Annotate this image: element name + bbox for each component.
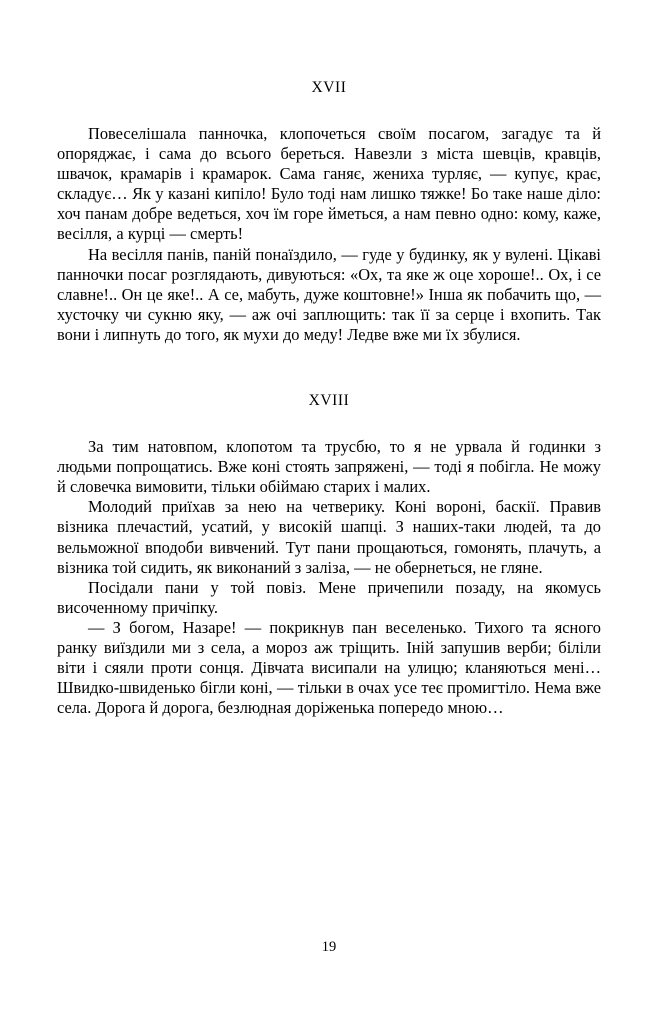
paragraph: — З богом, Назаре! — покрикнув пан веселенько. Тихого та ясного ранку виїздили ми з села, а мороз аж тріщить. Іній запушив верби; біліли віти і сяяли проти сонця. Дівчата висипали на улицю; кланяються мені… Швидко-швиденько бігли коні, — тільки в очах усе теє промигтіло. Нема вже села. Дорога й дорога, безлюдная доріженька попередо мною… — [57, 617, 601, 718]
page-number: 19 — [321, 939, 337, 955]
page-text-block — [57, 78, 601, 718]
chapter-body-xviii — [57, 437, 601, 718]
chapter-section-xviii — [57, 391, 601, 718]
chapter-heading-xvii: XVII — [311, 79, 347, 96]
paragraph: На весілля панів, паній понаїздило, — гуде у будинку, як у вулені. Цікаві панночки посаг розглядають, дивуються: «Ох, та яке ж оце хороше!.. Ох, і се славне!.. Он це яке!.. А се, мабуть, дуже коштовне!» Інша як побачить що, — хусточку чи сукню яку, — аж очі заплющить: так її за серце і вхопить. Так вони і липнуть до того, як мухи до меду! Ледве вже ми їх збулися. — [57, 244, 601, 344]
chapter-body-xvii — [57, 124, 601, 345]
paragraph: Молодий приїхав за нею на четверику. Коні вороні, баскії. Правив візника плечастий, усатий, у високій шапці. З наших-таки людей, та до вельможної вподоби вивчений. Тут пани прощаються, гомонять, плачуть, а візника той сидить, як виконаний з заліза, — не обернеться, не гляне. — [57, 497, 601, 577]
paragraph: Посідали пани у той повіз. Мене причепили позаду, на якомусь височенному причіпку. — [57, 577, 601, 617]
chapter-heading-xviii: XVIII — [308, 392, 350, 410]
paragraph: За тим натовпом, клопотом та трусбю, то я не урвала й годинки з людьми попрощатись. Вже коні стоять запряжені, — тоді я побігла. Не можу й словечка вимовити, тільки обіймаю старих і малих. — [57, 437, 601, 497]
chapter-section-xvii — [57, 78, 601, 345]
paragraph: Повеселішала панночка, клопочеться своїм посагом, загадує та й опоряджає, і сама до всього береться. Навезли з міста шевців, кравців, швачок, крамарів і крамарок. Сама ганяє, жениха турляє, — купує, крає, складує… Як у казані кипіло! Було тоді нам лишко тяжке! Бо таке наше діло: хоч панам добре ведеться, хоч їм горе йметься, а нам певно одно: кому, каже, весілля, а курці — смерть! — [57, 124, 601, 244]
